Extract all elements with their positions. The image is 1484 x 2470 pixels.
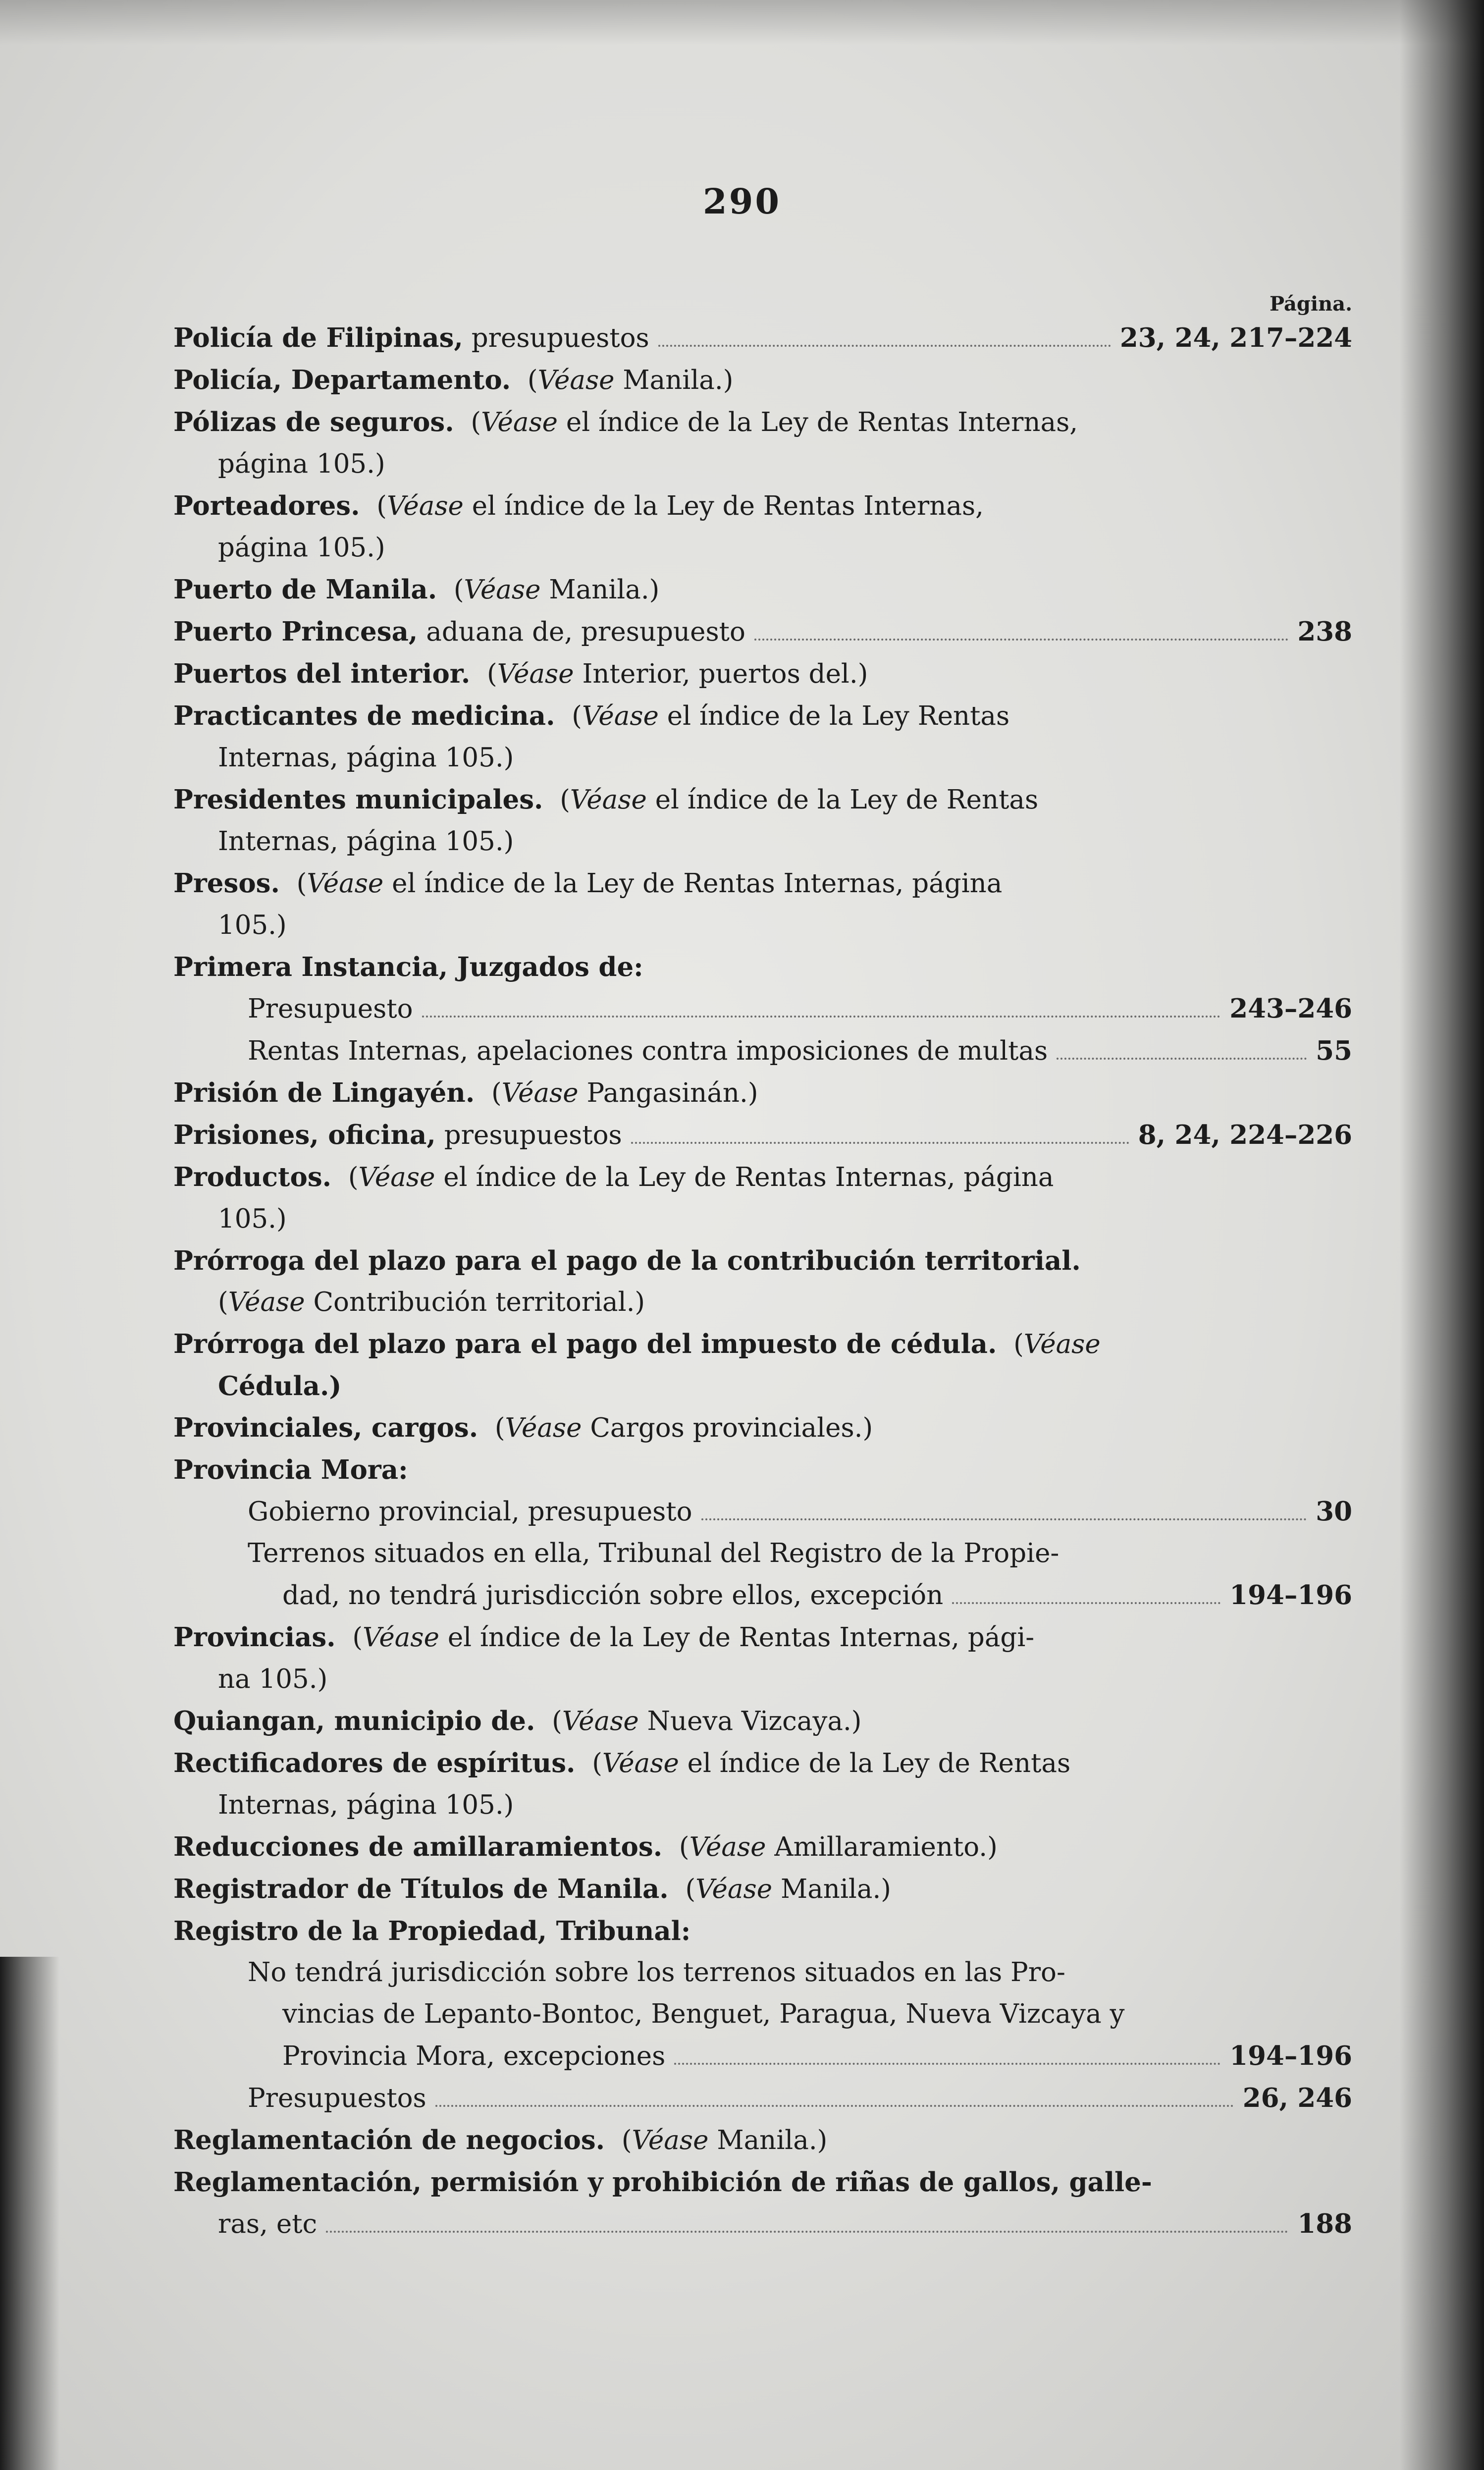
entry-pages: 26, 246 [1242, 2083, 1352, 2113]
entry-continuation: na 105.) [218, 1664, 328, 1694]
see-reference: Véase [228, 1287, 305, 1317]
sub-entry-continuation [173, 1574, 1352, 1616]
sub-entry-text: Presupuesto [248, 994, 413, 1024]
index-entry: Rectificadores de espíritus. (Véase el índice de la Ley de Rentas Internas, página 105.) [173, 1742, 1352, 1826]
see-reference: Véase [689, 1832, 766, 1862]
index-entry: Reducciones de amillaramientos. (Véase Amillaramiento.) [173, 1831, 998, 1862]
index-entry: Presidentes municipales. (Véase el índice de la Ley de Rentas Internas, página 105.) [173, 779, 1352, 862]
column-header-pagina: Página. [1269, 292, 1352, 316]
index-entries [173, 317, 1352, 2245]
entry-pages: 30 [1316, 1496, 1352, 1527]
index-entry [173, 946, 1352, 1072]
entry-head: Puertos del interior. [173, 658, 471, 689]
see-reference: Véase [497, 659, 574, 689]
index-entry: Policía, Departamento. (Véase Manila.) [173, 365, 734, 395]
see-reference: Véase [501, 1078, 579, 1108]
see-reference: Véase [363, 1622, 439, 1653]
entry-continuation: 105.) [218, 910, 287, 940]
see-reference: Véase [464, 575, 541, 605]
sub-entry [173, 1030, 1352, 1072]
entry-text: presupuestos [471, 323, 649, 353]
entry-text: el índice de la Ley de Rentas Internas, pági- [447, 1622, 1035, 1653]
index-entry: Presos. (Véase el índice de la Ley de Rentas Internas, página 105.) [173, 862, 1352, 946]
entry-head: Puerto de Manila. [173, 574, 437, 605]
entry-text: el índice de la Ley Rentas [667, 701, 1010, 731]
entry-continuation: Internas, página 105.) [218, 743, 514, 773]
leader-dots [422, 1016, 1221, 1018]
entry-head: Prisión de Lingayén. [173, 1077, 475, 1108]
entry-text: el índice de la Ley de Rentas Internas, página [443, 1162, 1054, 1192]
entry-text: el índice de la Ley de Rentas Internas, [472, 491, 984, 521]
entry-head: Registrador de Títulos de Manila. [173, 1874, 669, 1904]
see-reference: Véase [632, 2125, 709, 2155]
entry-head: Provinciales, cargos. [173, 1412, 478, 1443]
see-reference: Véase [505, 1413, 582, 1443]
entry-head: Prisiones, oficina, [173, 1120, 436, 1150]
sub-entry [173, 2077, 1352, 2119]
entry-head: Reducciones de amillaramientos. [173, 1831, 663, 1862]
entry-text: el índice de la Ley de Rentas [655, 785, 1039, 815]
entry-text: presupuestos [444, 1120, 622, 1150]
entry-head: Primera Instancia, Juzgados de: [173, 952, 643, 982]
entry-head: Policía, Departamento. [173, 365, 511, 395]
entry-head: Quiangan, municipio de. [173, 1706, 535, 1736]
index-entry: Puerto de Manila. (Véase Manila.) [173, 574, 660, 605]
leader-dots [658, 345, 1111, 347]
index-entry: Provincias. (Véase el índice de la Ley de Rentas Internas, pági- na 105.) [173, 1616, 1352, 1700]
entry-head: Rectificadores de espíritus. [173, 1748, 576, 1778]
index-entry [173, 1910, 1352, 2119]
index-entry [173, 317, 1352, 359]
index-entry [173, 2161, 1352, 2245]
sub-entry-text: dad, no tendrá jurisdicción sobre ellos, excepción [282, 1580, 944, 1611]
entry-head: Prórroga del plazo para el pago del impuesto de cédula. [173, 1329, 997, 1359]
entry-pages: 194–196 [1229, 2040, 1352, 2071]
index-entry [173, 1449, 1352, 1616]
entry-head: Reglamentación de negocios. [173, 2125, 605, 2155]
entry-head: Puerto Princesa, [173, 616, 418, 647]
index-entry [173, 611, 1352, 653]
entry-pages: 23, 24, 217–224 [1119, 322, 1352, 353]
entry-continuation: Cédula.) [218, 1371, 342, 1401]
entry-pages: 188 [1297, 2208, 1352, 2239]
entry-pages: 55 [1316, 1035, 1352, 1066]
sub-entry-text: Rentas Internas, apelaciones contra imposiciones de multas [248, 1036, 1048, 1066]
leader-dots [754, 639, 1288, 641]
see-reference: Véase [570, 785, 647, 815]
see-reference: Véase [602, 1748, 679, 1778]
entry-text: Manila.) [717, 2125, 828, 2155]
index-entry: Puertos del interior. (Véase Interior, puertos del.) [173, 658, 868, 689]
entry-text: ras, etc [218, 2209, 318, 2239]
entry-text: Cargos provinciales.) [590, 1413, 873, 1443]
index-entry: Pólizas de seguros. (Véase el índice de la Ley de Rentas Internas, página 105.) [173, 401, 1352, 485]
entry-head: Prórroga del plazo para el pago de la contribución territorial. [173, 1245, 1081, 1276]
entry-text: Manila.) [623, 365, 734, 395]
entry-pages: 194–196 [1229, 1580, 1352, 1611]
entry-text: Manila.) [549, 575, 660, 605]
entry-pages: 8, 24, 224–226 [1138, 1120, 1352, 1150]
entry-text: Interior, puertos del.) [582, 659, 868, 689]
entry-head: Presidentes municipales. [173, 784, 543, 815]
sub-entry [173, 988, 1352, 1030]
entry-continuation: página 105.) [218, 533, 385, 563]
leader-dots [674, 2063, 1220, 2065]
sub-entry-text: Terrenos situados en ella, Tribunal del Registro de la Propie- [248, 1538, 1060, 1568]
sub-entry-continuation: vincias de Lepanto-Bontoc, Benguet, Paragua, Nueva Vizcaya y [282, 1999, 1125, 2029]
entry-continuation: Internas, página 105.) [218, 1790, 514, 1820]
entry-text: Amillaramiento.) [774, 1832, 998, 1862]
entry-head: Provincia Mora: [173, 1454, 408, 1485]
see-reference: Véase [358, 1162, 435, 1192]
leader-dots [326, 2231, 1288, 2233]
sub-entry [173, 1491, 1352, 1533]
entry-continuation: Internas, página 105.) [218, 826, 514, 857]
index-entry [173, 1114, 1352, 1156]
sub-entry-continuation [173, 2035, 1352, 2077]
see-reference: Véase [582, 701, 659, 731]
top-shadow [0, 0, 1484, 45]
leader-dots [1057, 1058, 1307, 1060]
leader-dots [952, 1602, 1220, 1604]
index-entry: Registrador de Títulos de Manila. (Véase Manila.) [173, 1874, 891, 1904]
entry-head: Productos. [173, 1162, 332, 1192]
leader-dots [435, 2105, 1234, 2107]
entry-head: Pólizas de seguros. [173, 407, 454, 437]
see-reference: Véase [307, 868, 384, 899]
thumb-shadow [0, 1957, 59, 2470]
entry-continuation [173, 2203, 1352, 2245]
index-entry: Prórroga del plazo para el pago del impuesto de cédula. (Véase Cédula.) [173, 1323, 1352, 1407]
entry-head: Presos. [173, 868, 280, 899]
entry-continuation: página 105.) [218, 449, 385, 479]
entry-continuation: Contribución territorial.) [313, 1287, 645, 1317]
entry-pages: 238 [1297, 616, 1352, 647]
entry-continuation: 105.) [218, 1204, 287, 1234]
index-entry: Quiangan, municipio de. (Véase Nueva Vizcaya.) [173, 1706, 862, 1736]
entry-pages: 243–246 [1229, 993, 1352, 1024]
entry-text: Manila.) [780, 1874, 891, 1904]
leader-dots [701, 1518, 1307, 1520]
index-entry: Provinciales, cargos. (Véase Cargos provinciales.) [173, 1412, 873, 1443]
entry-head: Practicantes de medicina. [173, 700, 555, 731]
entry-text: el índice de la Ley de Rentas [687, 1748, 1071, 1778]
see-reference: Véase [562, 1706, 639, 1736]
index-entry: Practicantes de medicina. (Véase el índice de la Ley Rentas Internas, página 105.) [173, 695, 1352, 779]
sub-entry-text: Gobierno provincial, presupuesto [248, 1497, 692, 1527]
sub-entry-text: No tendrá jurisdicción sobre los terrenos situados en las Pro- [248, 1957, 1065, 1987]
index-entry: Productos. (Véase el índice de la Ley de Rentas Internas, página 105.) [173, 1156, 1352, 1240]
entry-text: Pangasinán.) [586, 1078, 758, 1108]
index-entry: Prisión de Lingayén. (Véase Pangasinán.) [173, 1077, 758, 1108]
see-reference: Véase [537, 365, 615, 395]
entry-text: el índice de la Ley de Rentas Internas, página [392, 868, 1003, 899]
entry-head: Porteadores. [173, 490, 360, 521]
entry-head: Policía de Filipinas, [173, 322, 463, 353]
index-entry: Reglamentación de negocios. (Véase Manila.) [173, 2125, 828, 2155]
entry-head: Registro de la Propiedad, Tribunal: [173, 1916, 691, 1946]
entry-text: Nueva Vizcaya.) [647, 1706, 862, 1736]
see-reference: Véase [695, 1874, 773, 1904]
see-reference: Véase [386, 491, 464, 521]
sub-entry-text: Presupuestos [248, 2083, 426, 2113]
book-binding-shadow [1400, 0, 1484, 2470]
entry-head: Reglamentación, permisión y prohibición de riñas de gallos, galle- [173, 2167, 1152, 2198]
entry-text: aduana de, presupuesto [426, 617, 745, 647]
see-reference: Véase [1023, 1329, 1101, 1359]
index-entry: Porteadores. (Véase el índice de la Ley de Rentas Internas, página 105.) [173, 485, 1352, 569]
sub-entry-text: Provincia Mora, excepciones [282, 2041, 666, 2071]
leader-dots [631, 1142, 1129, 1144]
entry-head: Provincias. [173, 1622, 336, 1653]
see-reference: Véase [481, 407, 558, 437]
page-number: 290 [702, 181, 782, 222]
index-entry: Prórroga del plazo para el pago de la contribución territorial. (Véase Contribución territorial.) [173, 1240, 1352, 1323]
entry-text: el índice de la Ley de Rentas Internas, [566, 407, 1078, 437]
